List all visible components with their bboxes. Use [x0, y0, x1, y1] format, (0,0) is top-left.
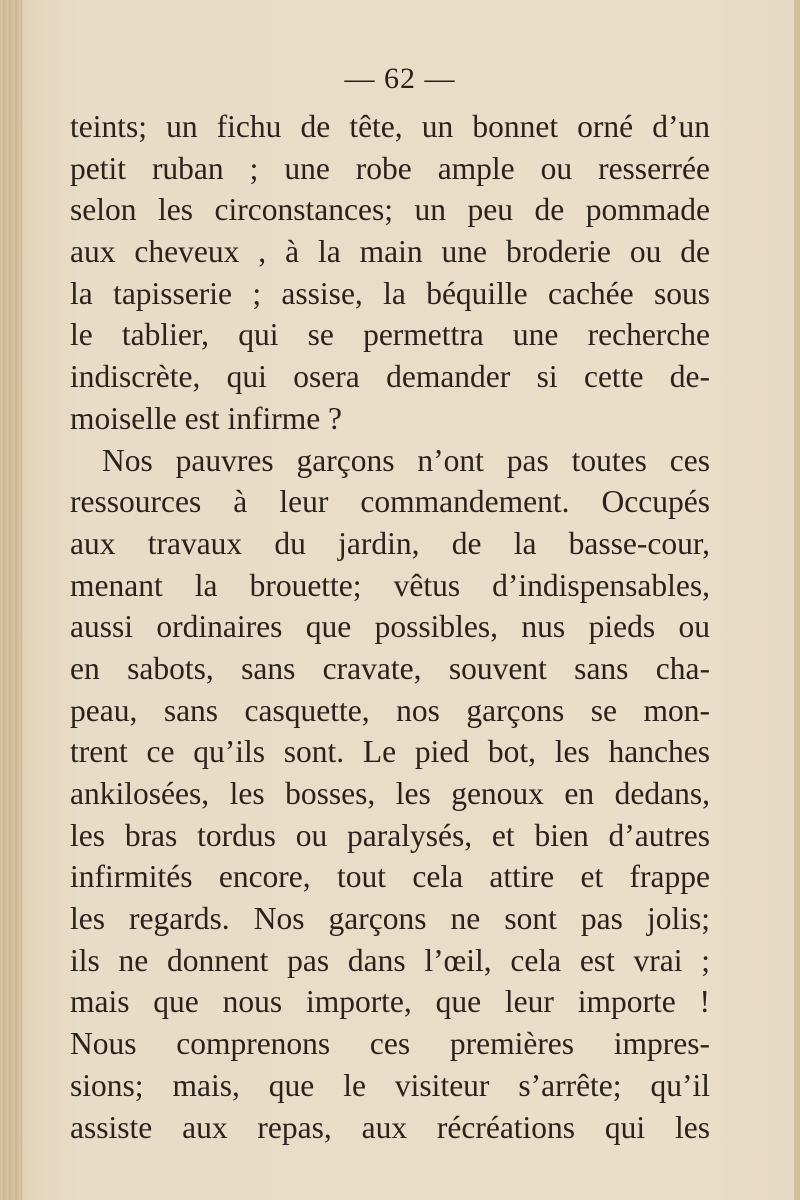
text-line: assiste aux repas, aux récréations qui les — [70, 1109, 710, 1145]
text-line: peau, sans casquette, nos garçons se mon- — [70, 692, 710, 728]
text-line: petit ruban ; une robe ample ou resserrée — [70, 150, 710, 186]
text-line: la tapisserie ; assise, la béquille cachée sous — [70, 275, 710, 311]
text-line: aux cheveux , à la main une broderie ou de — [70, 234, 710, 270]
text-line: ressources à leur commandement. Occupés — [70, 484, 710, 520]
text-line: Nos pauvres garçons n’ont pas toutes ces — [102, 442, 710, 478]
text-line: infirmités encore, tout cela attire et frappe — [70, 859, 710, 895]
text-line: ils ne donnent pas dans l’œil, cela est vrai ; — [70, 942, 710, 978]
text-line: Nous comprenons ces premières impres- — [70, 1026, 710, 1062]
text-line: en sabots, sans cravate, souvent sans cha- — [70, 650, 710, 686]
text-line: sions; mais, que le visiteur s’arrête; qu’il — [70, 1067, 710, 1103]
text-line: menant la brouette; vêtus d’indispensables, — [70, 567, 710, 603]
text-line: ankilosées, les bosses, les genoux en dedans, — [70, 776, 710, 811]
text-line: les regards. Nos garçons ne sont pas jolis; — [70, 901, 710, 937]
page-number: — 62 — — [344, 62, 456, 95]
text-line: aux travaux du jardin, de la basse-cour, — [70, 525, 710, 561]
text-line: trent ce qu’ils sont. Le pied bot, les hanches — [70, 734, 710, 770]
text-line: selon les circonstances; un peu de pommade — [70, 192, 710, 228]
text-line: le tablier, qui se permettra une recherche — [70, 317, 710, 353]
text-line: mais que nous importe, que leur importe ! — [70, 984, 710, 1020]
page-right-edge — [794, 0, 800, 1200]
text-line: aussi ordinaires que possibles, nus pieds ou — [70, 609, 710, 645]
page-spine-edge — [0, 0, 22, 1200]
text-line: teints; un fichu de tête, un bonnet orné d’un — [70, 109, 710, 144]
text-line: les bras tordus ou paralysés, et bien d’autres — [70, 817, 710, 853]
body-text — [70, 106, 710, 1148]
text-line: moiselle est infirme ? — [70, 400, 343, 436]
text-line: indiscrète, qui osera demander si cette de- — [70, 359, 710, 395]
